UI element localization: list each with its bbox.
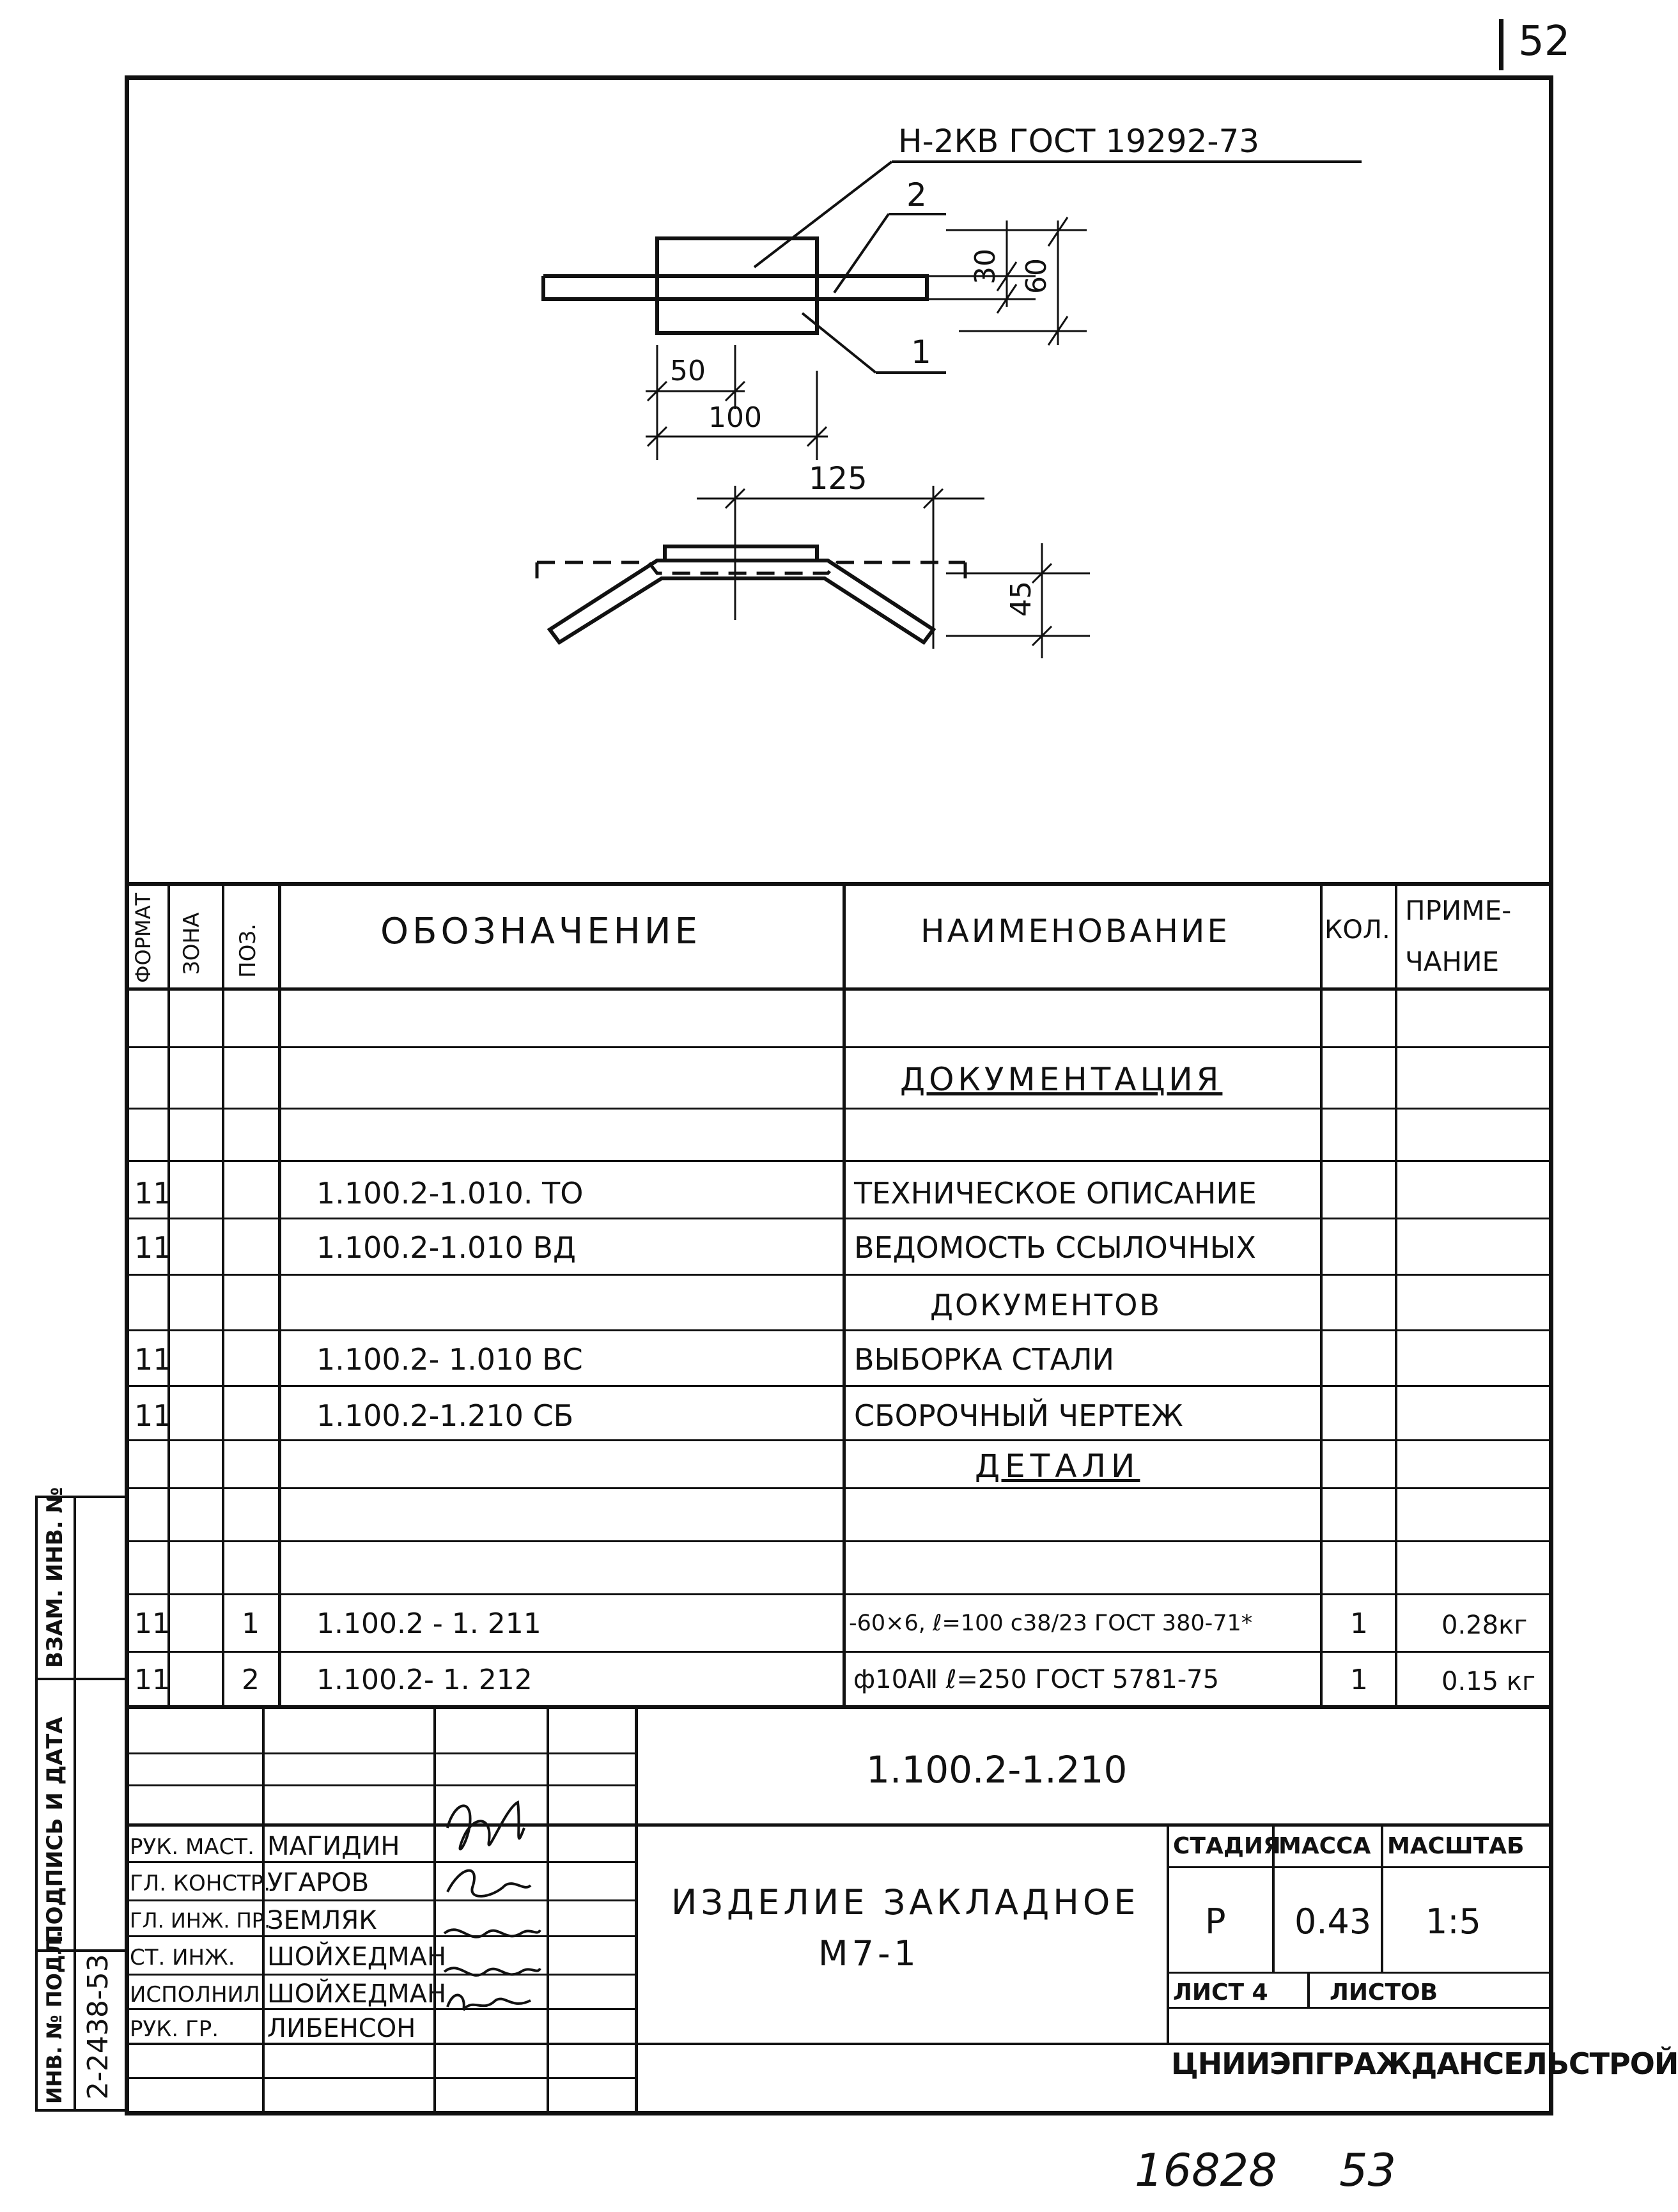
staff-name: ШОЙХЕДМАН [267,1979,447,2009]
sheets-label: ЛИСТОВ [1330,1979,1438,2006]
header-note-2: ЧАНИЕ [1405,946,1500,977]
stage-label: СТАДИЯ [1173,1833,1281,1859]
stage-value: Р [1205,1901,1226,1942]
section-documentation: ДОКУМЕНТАЦИЯ [900,1061,1223,1098]
stamp-page: 53 [1339,2144,1397,2197]
header-zone: ЗОНА [179,912,205,975]
title-line-2: М7-1 [818,1933,920,1974]
plate-outline [657,238,817,333]
sheet-label: ЛИСТ 4 [1173,1979,1268,2006]
staff-role: РУК. ГР. [130,2016,219,2042]
page-number: 52 [1518,18,1571,65]
dim-60: 60 [1020,258,1053,294]
header-designation: ОБОЗНАЧЕНИЕ [380,911,702,952]
doc-code: 1.100.2-1.210 [866,1748,1128,1791]
mass-value: 0.43 [1294,1901,1372,1942]
staff-name: МАГИДИН [267,1832,400,1861]
side-sign-date: ПОДПИСЬ И ДАТА [42,1717,68,1943]
frame-bottom [125,2111,1553,2115]
scale-value: 1:5 [1426,1901,1481,1942]
dim-50: 50 [670,355,706,387]
staff-role: ИСПОЛНИЛ [130,1982,260,2007]
staff-name: УГАРОВ [267,1868,369,1898]
side-inv-orig: ИНВ. № ПОДЛ. [42,1930,66,2104]
side-inv-repl: ВЗАМ. ИНВ. № [42,1487,68,1668]
dim-30: 30 [969,249,1002,284]
part-drawing [0,0,1593,882]
staff-name: ШОЙХЕДМАН [267,1942,447,1972]
callout-1: 1 [911,334,931,371]
signatures [435,1790,547,2045]
header-note-1: ПРИМЕ- [1405,895,1512,926]
dim-125: 125 [809,461,867,497]
scale-label: МАСШТАБ [1387,1833,1525,1859]
staff-role: ГЛ. КОНСТР. [130,1871,271,1896]
dim-45: 45 [1005,581,1037,617]
stamp-number: 16828 [1135,2144,1277,2197]
staff-name: ЛИБЕНСОН [267,2014,416,2043]
title-line-1: ИЗДЕЛИЕ ЗАКЛАДНОЕ [671,1882,1140,1922]
staff-role: ГЛ. ИНЖ. ПР. [130,1908,271,1933]
staff-role: РУК. МАСТ. [130,1834,254,1860]
callout-2: 2 [906,176,927,213]
header-pos: ПОЗ. [235,924,261,978]
header-name: НАИМЕНОВАНИЕ [921,913,1230,950]
rod-outline [543,276,927,299]
plate-side [665,546,817,561]
header-qty: КОЛ. [1325,915,1390,945]
organization: ЦНИИЭПГРАЖДАНСЕЛЬСТРОЙ [1171,2046,1678,2081]
staff-name: ЗЕМЛЯК [267,1906,377,1935]
staff-role: СТ. ИНЖ. [130,1945,235,1970]
header-format: ФОРМАТ [131,892,155,983]
mass-label: МАССА [1278,1833,1371,1859]
leader-label: Н-2КВ ГОСТ 19292-73 [898,123,1260,160]
dim-100: 100 [708,401,762,434]
side-inv-value: 2-2438-53 [82,1954,114,2100]
section-parts: ДЕТАЛИ [975,1448,1140,1485]
